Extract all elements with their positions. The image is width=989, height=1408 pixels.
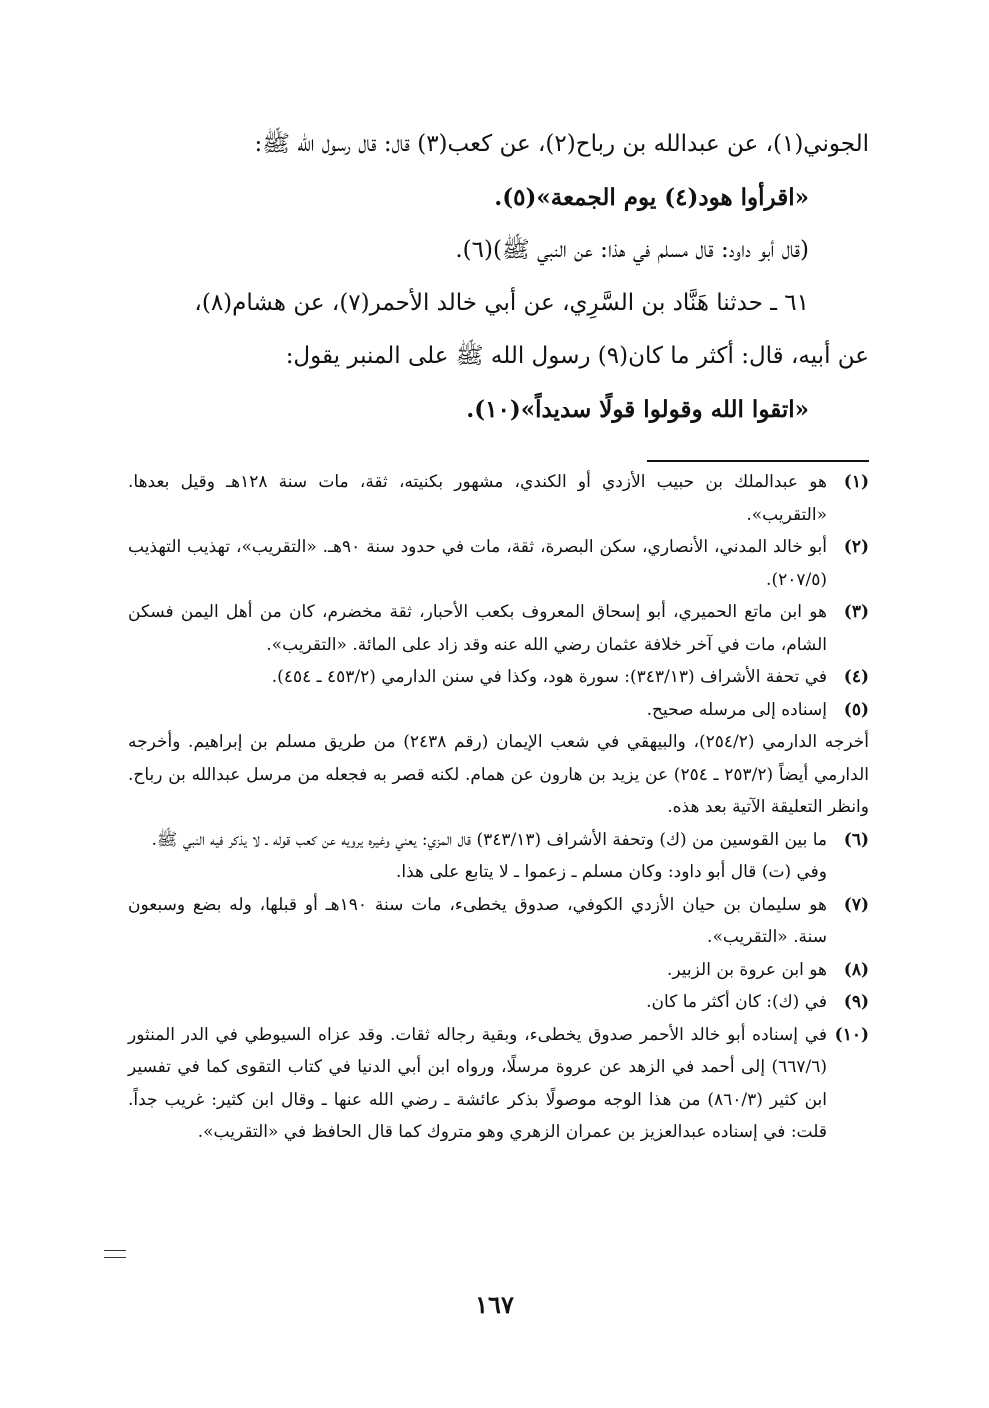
footnote-text: هو ابن عروة بن الزبير. bbox=[667, 959, 827, 980]
footnote-10 bbox=[128, 1019, 869, 1149]
footnote-number: (٤) bbox=[843, 667, 869, 687]
footnotes bbox=[128, 466, 869, 1149]
footnote-number: (٩) bbox=[843, 992, 869, 1012]
footnote-5 bbox=[128, 694, 869, 727]
body-line-5: عن أبيه، قال: أكثر ما كان(٩) رسول الله ﷺ على المنبر يقول: bbox=[285, 343, 869, 369]
footnote-number: (٢) bbox=[843, 537, 869, 557]
footnote-9 bbox=[128, 986, 869, 1019]
footnote-text: هو عبدالملك بن حبيب الأزدي أو الكندي، مشهور بكنيته، ثقة، مات سنة ١٢٨هـ وقيل بعدها. «التقريب». bbox=[128, 472, 828, 525]
footnote-text: ما بين القوسين من (ك) وتحفة الأشراف (٣٤٣/١٣) قال المزي: يعني وغيره يرويه عن كعب قوله ـ لا يذكر فيه النبي ﷺ. bbox=[151, 829, 827, 850]
footnote-number: (٦) bbox=[843, 829, 869, 850]
footnote-text: إسناده إلى مرسله صحيح. bbox=[646, 699, 827, 720]
footnote-number: (٥) bbox=[843, 699, 869, 720]
footnote-2 bbox=[128, 531, 869, 596]
hadith-quote-2: «اتقوا الله وقولوا قولًا سديداً»(١٠). bbox=[466, 396, 809, 423]
footnote-4 bbox=[128, 661, 869, 694]
footnote-number: (٨) bbox=[843, 959, 869, 980]
footnote-text: هو سليمان بن حيان الأزدي الكوفي، صدوق يخطىء، مات سنة ١٩٠هـ أو قبلها، وله بضع وسبعون سنة. «التقريب». bbox=[128, 894, 827, 947]
hadith-61-start: ٦١ ـ حدثنا هَنَّاد بن السَّرِي، عن أبي خالد الأحمر(٧)، عن هشام(٨)، bbox=[194, 290, 809, 316]
hadith-quote-1: «اقرأوا هود(٤) يوم الجمعة»(٥). bbox=[494, 184, 809, 211]
footnote-7 bbox=[128, 889, 869, 954]
footnote-text: في تحفة الأشراف (٣٤٣/١٣): سورة هود، وكذا في سنن الدارمي (٤٥٣/٢ ـ ٤٥٤). bbox=[271, 667, 827, 687]
footnote-number: (١٠) bbox=[834, 1024, 869, 1045]
footnote-6-subnote: وفي (ت) قال أبو داود: وكان مسلم ـ زعموا ـ لا يتابع على هذا. bbox=[395, 862, 827, 882]
footnote-text: في (ك): كان أكثر ما كان. bbox=[646, 992, 827, 1012]
main-text bbox=[120, 118, 869, 436]
margin-mark bbox=[104, 1250, 126, 1258]
footnote-text: أبو خالد المدني، الأنصاري، سكن البصرة، ثقة، مات في حدود سنة ٩٠هـ. «التقريب»، تهذيب التهذيب (٢٠٧/٥). bbox=[128, 537, 827, 590]
footnote-number: (١) bbox=[843, 472, 869, 492]
footnote-6 bbox=[128, 824, 869, 857]
footnote-3 bbox=[128, 596, 869, 661]
body-line-3: (قال أبو داود: قال مسلم في هذا: عن النبي ﷺ)(٦). bbox=[455, 237, 809, 263]
footnote-5-continuation: أخرجه الدارمي (٢٥٤/٢)، والبيهقي في شعب الإيمان (رقم ٢٤٣٨) من طريق مسلم بن إبراهيم. وأخرجه الدارمي أيضاً (٢٥٣/٢ ـ ٢٥٤) عن يزيد بن هارون عن همام. لكنه قصر به فجعله من مرسل عبدالله بن رباح. وانظر التعليقة الآتية بعد هذه. bbox=[128, 732, 869, 817]
footnote-separator bbox=[647, 460, 869, 462]
footnote-text: هو ابن ماتع الحميري، أبو إسحاق المعروف بكعب الأحبار، ثقة مخضرم، كان من أهل اليمن فسكن الشام، مات في آخر خلافة عثمان رضي الله عنه وقد زاد على المائة. «التقريب». bbox=[128, 602, 827, 655]
footnote-number: (٣) bbox=[843, 602, 869, 622]
footnote-number: (٧) bbox=[843, 894, 869, 915]
footnote-8 bbox=[128, 954, 869, 987]
footnote-1 bbox=[128, 466, 869, 531]
footnote-text: في إسناده أبو خالد الأحمر صدوق يخطىء، وبقية رجاله ثقات. وقد عزاه السيوطي في الدر المنثور (٦٦٧/٦) إلى أحمد في الزهد عن عروة مرسلًا، ورواه ابن أبي الدنيا في كتاب التقوى كما في تفسير ابن كثير (٨٦٠/٣) من هذا الوجه موصولًا بذكر عائشة ـ رضي الله عنها ـ وقال ابن كثير: غريب جداً. قلت: في إسناده عبدالعزيز بن عمران الزهري وهو متروك كما قال الحافظ في «التقريب». bbox=[128, 1024, 827, 1142]
page-number: ١٦٧ bbox=[475, 1290, 514, 1319]
body-line-1: الجوني(١)، عن عبدالله بن رباح(٢)، عن كعب(٣) قال: قال رسول الله ﷺ: bbox=[254, 131, 869, 157]
